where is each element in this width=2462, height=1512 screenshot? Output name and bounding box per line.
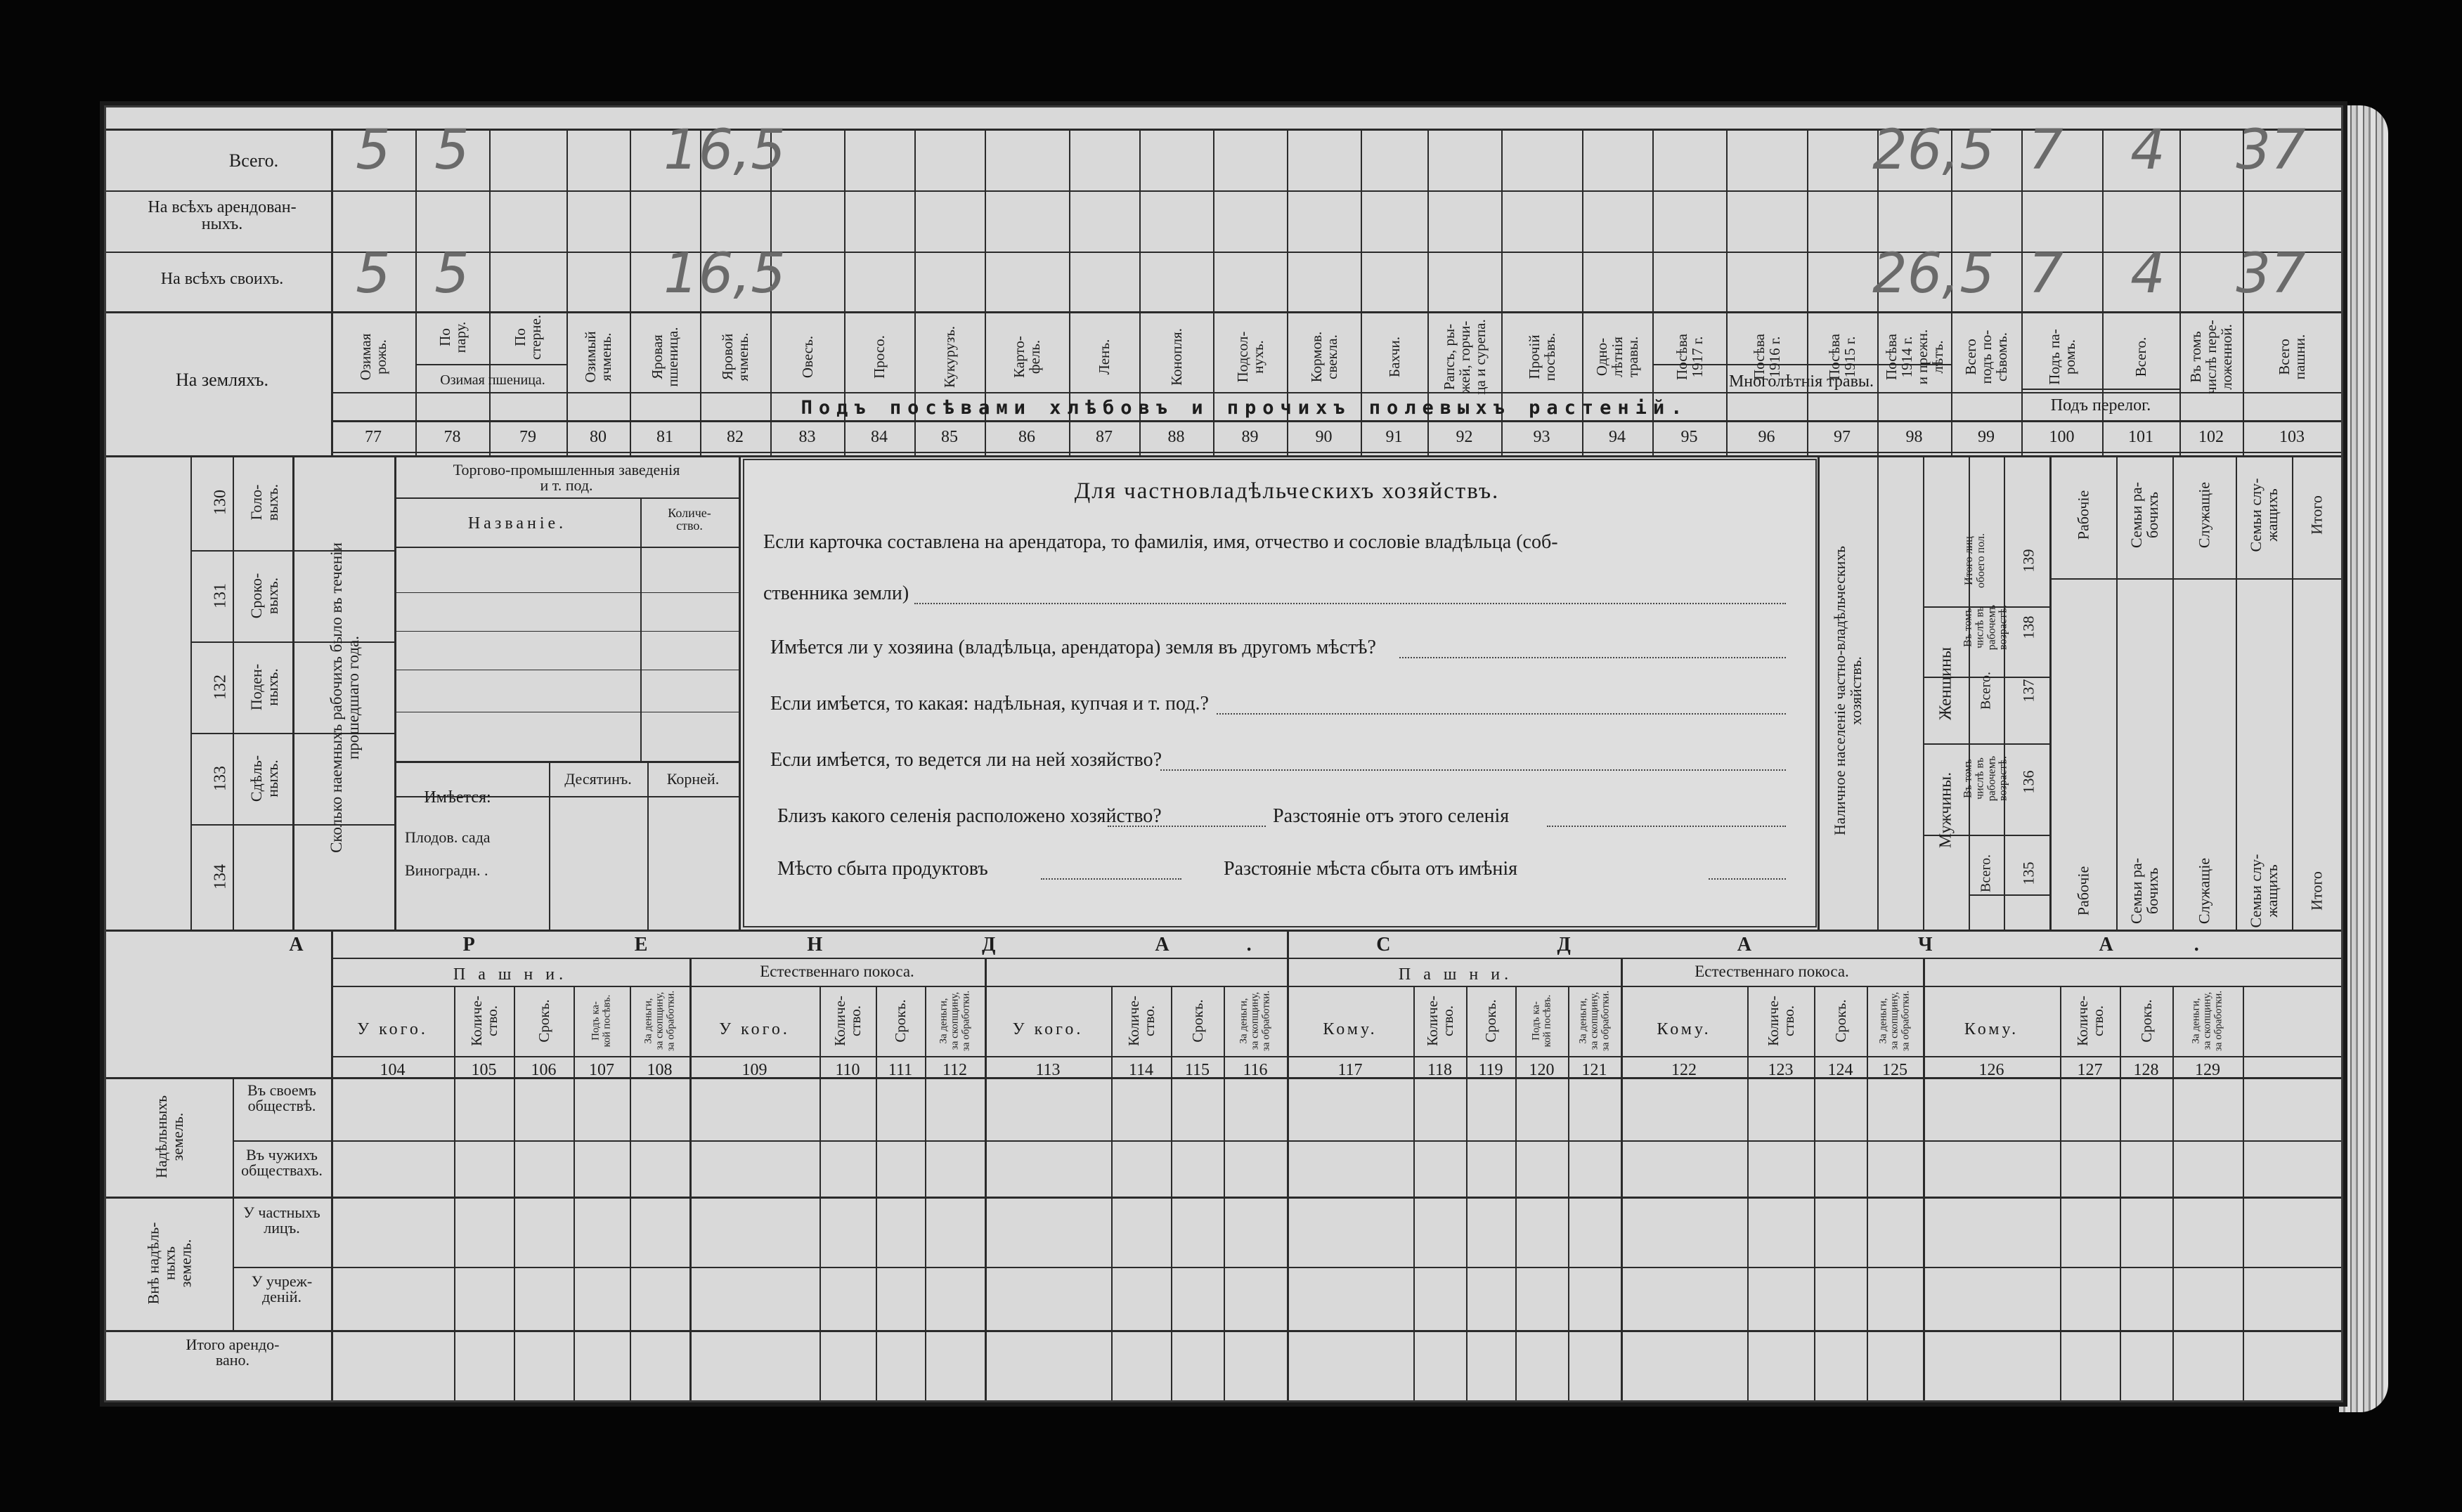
crop-column-number: 85 <box>941 428 958 446</box>
rule-line <box>2120 986 2121 1400</box>
rule-line <box>292 455 294 930</box>
sdacha-meadow-label: Естественнаго покоса. <box>1695 963 1849 980</box>
rule-line <box>190 550 394 552</box>
handwritten-value: 5 <box>356 119 391 182</box>
rule-line <box>739 455 741 930</box>
crop-column-header: По стерне. <box>511 314 544 360</box>
summary-row-label: На всѣхъ арендован- ныхъ. <box>148 198 297 233</box>
summary-row-label: На всѣхъ своихъ. <box>160 270 284 288</box>
crop-column-header: Озимый ячмень. <box>581 331 614 383</box>
crop-column-number: 100 <box>2049 428 2075 446</box>
population-number: 137 <box>2019 679 2037 703</box>
crop-column-header: По пару. <box>436 321 469 353</box>
arenda-column-number: 126 <box>1978 1061 2004 1079</box>
right-column-header: Семьи ра- бочихъ <box>2127 481 2161 549</box>
arenda-header: За деньги, за скопщину, за обработки. <box>1877 990 1911 1052</box>
private-question: Разстояніе отъ этого селенія <box>1273 805 1510 827</box>
crop-column-number: 98 <box>1905 428 1923 446</box>
rule-line <box>415 129 417 455</box>
rule-line <box>549 761 550 930</box>
arenda-header: Кому. <box>1323 1020 1378 1038</box>
arenda-header: За деньги, за скопщину, за обработки. <box>2190 990 2224 1052</box>
trade-name-column: Названіе. <box>467 514 567 533</box>
arenda-column-number: 106 <box>531 1061 557 1079</box>
rule-line <box>394 592 739 593</box>
arenda-column-number: 128 <box>2133 1061 2159 1079</box>
perennial-grasses-label: Многолѣтнія травы. <box>1728 372 1874 391</box>
crop-column-header: Яровой ячмень. <box>718 332 751 382</box>
handwritten-value: 37 <box>2236 119 2306 182</box>
rule-line <box>1515 986 1517 1400</box>
arenda-header: Подъ ка- кой посѣвъ. <box>590 994 612 1048</box>
rule-line <box>630 129 631 455</box>
livestock-label: Поден- ныхъ. <box>247 663 281 711</box>
rule-line <box>566 129 568 455</box>
rule-line <box>190 733 394 734</box>
rule-line <box>1224 986 1225 1400</box>
crop-column-number: 90 <box>1315 428 1333 446</box>
rule-line <box>1818 455 1820 930</box>
crop-column-header: Всего подъ по- сѣвомъ. <box>1962 330 2011 384</box>
arenda-column-number: 110 <box>835 1061 860 1079</box>
rule-line <box>331 958 2341 959</box>
population-title: Наличное населеніе частно-владѣльческихъ хозяйствъ. <box>1830 546 1865 835</box>
arenda-header: За деньги, за скопщину, за обработки. <box>1238 990 1271 1052</box>
rule-line <box>454 986 455 1400</box>
crop-column-header: Кормов. свекла. <box>1307 331 1340 383</box>
livestock-number: 131 <box>211 583 230 608</box>
rule-line <box>2021 389 2179 390</box>
arenda-header: Кому. <box>1657 1020 1711 1038</box>
dotted-line <box>1217 713 1786 715</box>
arenda-header: Кому. <box>1964 1020 2019 1038</box>
livestock-label: Сроко- выхъ. <box>247 573 281 619</box>
under-crops-heading: Подъ посѣвами хлѣбовъ и прочихъ полевыхъ растеній. <box>801 397 1689 419</box>
arenda-header: Количе- ство. <box>1423 996 1456 1046</box>
crop-column-number: 83 <box>798 428 816 446</box>
crop-column-header: Посѣва 1917 г. <box>1673 334 1706 380</box>
arenda-column-number: 127 <box>2077 1061 2103 1079</box>
arenda-header: У кого. <box>357 1020 428 1038</box>
row-label: У частныхъ лицъ. <box>243 1204 320 1237</box>
arenda-header: Срокъ. <box>1188 999 1206 1043</box>
population-number: 139 <box>2019 549 2037 573</box>
crop-column-number: 79 <box>519 428 536 446</box>
crop-column-header: Посѣва 1915 г. <box>1825 334 1858 380</box>
arenda-column-number: 123 <box>1768 1061 1794 1079</box>
crop-column-header: Подсол- нухъ. <box>1233 331 1266 383</box>
right-column-footer: Семьи ра- бочихъ <box>2127 857 2161 925</box>
row-label: У учреж- деній. <box>251 1272 313 1305</box>
private-question: Мѣсто сбыта продуктовъ <box>777 858 988 880</box>
arenda-header: За деньги, за скопщину, за обработки. <box>1576 990 1611 1052</box>
rule-line <box>1111 986 1113 1400</box>
rule-line <box>106 311 2341 313</box>
crop-column-header: Одно- лѣтнія травы. <box>1593 336 1642 378</box>
trade-title: Торгово-промышленныя заведенія и т. под. <box>453 461 680 494</box>
rule-line <box>331 452 2341 453</box>
crop-column-number: 93 <box>1533 428 1550 446</box>
arenda-column-number: 104 <box>380 1061 406 1079</box>
arenda-header: Количе- ство. <box>2073 996 2106 1046</box>
crop-column-header: Яровая пшеница. <box>648 327 681 387</box>
sdacha-arable-label: П а ш н и. <box>1398 965 1513 984</box>
crop-column-number: 78 <box>443 428 461 446</box>
crop-column-number: 88 <box>1167 428 1185 446</box>
men-label: Мужчины. <box>1936 771 1955 849</box>
crop-column-number: 86 <box>1018 428 1035 446</box>
nadel-rows-label: Надѣльныхъ земель. <box>152 1095 186 1178</box>
arenda-header: У кого. <box>1012 1020 1084 1038</box>
arenda-header: За деньги, за скопщину, за обработки. <box>642 990 676 1052</box>
crop-column-header: Озимая рожь. <box>356 333 389 381</box>
rule-line <box>106 190 2341 192</box>
rule-line <box>647 761 649 930</box>
dotted-line <box>1160 769 1786 771</box>
dotted-line <box>914 603 1786 604</box>
arenda-header: Срокъ. <box>2137 999 2155 1043</box>
right-column-header: Итого <box>2307 495 2326 535</box>
handwritten-value: 5 <box>434 242 469 306</box>
arenda-header: Срокъ. <box>535 999 552 1043</box>
row-label: Итого арендо- вано. <box>186 1336 280 1369</box>
crop-column-number: 94 <box>1609 428 1626 446</box>
arenda-column-number: 119 <box>1478 1061 1503 1079</box>
private-question: Близъ какого селенія расположено хозяйство? <box>777 805 1162 827</box>
arenda-column-number: 118 <box>1427 1061 1453 1079</box>
rule-line <box>2049 930 2341 932</box>
arenda-header: У кого. <box>719 1020 790 1038</box>
rule-line <box>1747 986 1749 1400</box>
handwritten-value: 26,5 <box>1872 119 1995 182</box>
rule-line <box>106 455 2341 457</box>
rule-line <box>2049 455 2052 930</box>
crop-column-number: 81 <box>656 428 673 446</box>
arenda-header: Подъ ка- кой посѣвъ. <box>1529 994 1553 1048</box>
rule-line <box>630 986 631 1400</box>
rule-line <box>190 641 394 643</box>
dessiatin-label: Десятинъ. <box>564 770 632 788</box>
rule-line <box>1287 930 1289 1400</box>
arenda-header: Срокъ. <box>1482 999 1499 1043</box>
rule-line <box>574 986 575 1400</box>
crop-column-number: 92 <box>1456 428 1473 446</box>
sdacha-title: С Д А Ч А. <box>1376 934 2280 956</box>
crop-column-number: 89 <box>1241 428 1259 446</box>
arenda-header: Количе- ство. <box>1764 996 1797 1046</box>
row-label: Въ чужихъ обществахъ. <box>241 1146 323 1179</box>
rule-line <box>331 986 2341 987</box>
arenda-header: Срокъ. <box>1832 999 1849 1043</box>
crop-column-header: Кукурузъ. <box>940 325 958 389</box>
rule-line <box>2236 455 2237 930</box>
rule-line <box>1466 986 1468 1400</box>
arenda-column-number: 111 <box>888 1061 913 1079</box>
handwritten-value: 4 <box>2130 242 2165 306</box>
livestock-label: Сдѣль- ныхъ. <box>247 755 281 802</box>
crop-column-header: Въ томъ числѣ пере- ложенной. <box>2186 320 2236 394</box>
handwritten-value: 5 <box>356 242 391 306</box>
crop-column-header: Посѣва 1916 г. <box>1750 334 1783 380</box>
rule-line <box>2060 986 2061 1400</box>
livestock-number: 133 <box>211 766 230 791</box>
winter-wheat-label: Озимая пшеница. <box>440 372 545 388</box>
rule-line <box>2004 455 2005 930</box>
rule-line <box>415 364 566 365</box>
crop-column-number: 99 <box>1978 428 1995 446</box>
vineyard-label: Виноградн. . <box>405 861 488 879</box>
private-question: Если имѣется, то какая: надѣльная, купчая и т. под.? <box>770 693 1209 715</box>
rule-line <box>1814 986 1815 1400</box>
arenda-meadow-label: Естественнаго покоса. <box>760 963 914 980</box>
right-column-footer: Рабочіе <box>2073 866 2092 916</box>
rule-line <box>640 497 642 761</box>
arenda-column-number: 112 <box>942 1061 968 1079</box>
private-question: Имѣется ли у хозяина (владѣльца, арендатора) земля въ другомъ мѣстѣ? <box>770 637 1376 658</box>
private-question: Если карточка составлена на арендатора, то фамилія, имя, отчество и сословіе владѣльца (соб- <box>763 531 1558 553</box>
hired-workers-label: Сколько наемныхъ рабочихъ было въ теченіи прошедшаго года. <box>327 542 362 853</box>
crop-column-header: Всего пашни. <box>2275 334 2308 380</box>
arenda-header: Количе- ство. <box>467 996 500 1046</box>
crop-column-header: Просо. <box>870 335 888 379</box>
arenda-column-number: 107 <box>589 1061 614 1079</box>
rule-line <box>1807 129 1808 455</box>
right-column-footer: Семьи слу- жащихъ <box>2246 854 2281 928</box>
rule-line <box>1867 986 1868 1400</box>
arenda-column-number: 116 <box>1243 1061 1268 1079</box>
handwritten-value: 7 <box>2028 242 2063 306</box>
handwritten-value: 4 <box>2130 119 2165 182</box>
crop-column-number: 91 <box>1385 428 1403 446</box>
both-sexes-label: Итого лиц обоего пол. <box>1963 533 1987 588</box>
crop-column-number: 101 <box>2128 428 2153 446</box>
rule-line <box>985 958 987 1400</box>
rule-line <box>689 958 692 1400</box>
total-label: Всего. <box>1978 854 1994 893</box>
has-label: Имѣется: <box>424 788 491 807</box>
rule-line <box>233 455 234 930</box>
livestock-number: 130 <box>211 490 230 515</box>
rule-line <box>331 930 333 1400</box>
arenda-column-number: 108 <box>647 1061 673 1079</box>
rule-line <box>1877 455 1879 930</box>
dotted-line <box>1399 657 1786 658</box>
arenda-column-number: 121 <box>1581 1061 1607 1079</box>
arenda-column-number: 129 <box>2195 1061 2220 1079</box>
rule-line <box>2172 455 2174 930</box>
rule-line <box>394 455 396 930</box>
census-card <box>104 105 2343 1402</box>
private-question: Если имѣется, то ведется ли на ней хозяйство? <box>770 749 1162 771</box>
population-number: 135 <box>2019 861 2037 885</box>
trade-qty-column: Количе- ство. <box>668 506 711 533</box>
arenda-arable-label: П а ш н и. <box>453 965 568 984</box>
workers-age-label: Въ томъ числѣ въ рабочемъ возрастѣ. <box>1962 755 2009 802</box>
rule-line <box>1621 958 1623 1400</box>
livestock-number: 132 <box>211 674 230 700</box>
orchard-label: Плодов. сада <box>405 828 491 846</box>
arenda-header: Срокъ. <box>891 999 909 1043</box>
handwritten-value: 16,5 <box>663 119 786 182</box>
arenda-column-number: 124 <box>1827 1061 1853 1079</box>
rule-line <box>331 392 2341 393</box>
crop-column-header: Подъ па- ромъ. <box>2045 329 2078 385</box>
vne-rows-label: Внѣ надѣль- ныхъ земель. <box>144 1222 195 1305</box>
livestock-label: Голо- выхъ. <box>247 483 281 521</box>
crop-column-number: 102 <box>2198 428 2224 446</box>
rule-line <box>331 1056 2341 1057</box>
dotted-line <box>1108 826 1266 827</box>
arenda-title: А Р Е Н Д А. <box>289 934 1329 956</box>
crop-column-header: Прочій посѣвъ. <box>1525 332 1558 382</box>
women-label: Женщины <box>1936 646 1955 721</box>
rule-line <box>331 420 2341 422</box>
page-edge <box>2339 105 2388 1412</box>
crop-column-header: Бахчи. <box>1385 337 1403 377</box>
arenda-column-number: 120 <box>1529 1061 1555 1079</box>
arenda-column-number: 105 <box>471 1061 497 1079</box>
crop-column-header: Конопля. <box>1167 328 1185 386</box>
arenda-header: Количе- ство. <box>1125 996 1158 1046</box>
arenda-column-number: 114 <box>1128 1061 1154 1079</box>
rule-line <box>1171 986 1172 1400</box>
crop-column-number: 77 <box>365 428 382 446</box>
summary-row-label: Всего. <box>228 150 279 171</box>
rule-line <box>190 455 192 930</box>
crop-column-header: Посѣва 1914 г. и прежн. лѣтъ. <box>1882 329 1946 385</box>
arenda-column-number: 117 <box>1337 1061 1363 1079</box>
crop-column-number: 97 <box>1834 428 1851 446</box>
private-question: ственника земли) <box>763 582 909 604</box>
rule-line <box>1923 455 1924 930</box>
rule-line <box>1413 986 1415 1400</box>
rule-line <box>489 129 491 455</box>
crop-column-number: 80 <box>590 428 607 446</box>
total-label: Всего. <box>1978 671 1994 710</box>
rule-line <box>2116 455 2118 930</box>
rule-line <box>2292 455 2293 930</box>
arenda-column-number: 115 <box>1184 1061 1210 1079</box>
crop-column-header: Овесъ. <box>798 335 816 379</box>
rule-line <box>1726 129 1728 455</box>
right-column-header: Служащіе <box>2195 481 2213 549</box>
arenda-header: За деньги, за скопщину, за обработки. <box>937 990 971 1052</box>
rule-line <box>2021 129 2023 455</box>
handwritten-value: 5 <box>434 119 469 182</box>
right-column-footer: Служащіе <box>2195 857 2213 925</box>
rule-line <box>1969 894 2049 896</box>
rule-line <box>2172 986 2174 1400</box>
livestock-number: 134 <box>211 864 230 889</box>
rule-line <box>925 986 926 1400</box>
rule-line <box>876 986 877 1400</box>
handwritten-value: 37 <box>2236 242 2306 306</box>
rule-line <box>394 761 739 763</box>
right-column-header: Семьи слу- жащихъ <box>2246 478 2281 552</box>
under-fallow-label: Подъ перелог. <box>2050 396 2151 415</box>
rule-line <box>1568 986 1569 1400</box>
land-label: На земляхъ. <box>176 370 268 390</box>
handwritten-value: 16,5 <box>663 242 786 306</box>
crop-column-header: Карто- фель. <box>1010 336 1043 378</box>
rule-line <box>2049 578 2341 580</box>
roots-label: Корней. <box>666 770 720 788</box>
dotted-line <box>1041 878 1181 880</box>
arenda-header: Количе- ство. <box>831 996 864 1046</box>
rule-line <box>394 547 739 548</box>
rule-line <box>394 497 739 499</box>
right-column-footer: Итого <box>2307 871 2326 911</box>
rule-line <box>514 986 515 1400</box>
rule-line <box>394 631 739 632</box>
crop-column-number: 96 <box>1758 428 1775 446</box>
rule-line <box>2243 986 2244 1400</box>
private-question: Разстояніе мѣста сбыта отъ имѣнія <box>1224 858 1517 880</box>
arenda-column-number: 109 <box>741 1061 767 1079</box>
dotted-line <box>1709 878 1786 880</box>
rule-line <box>1923 743 2049 745</box>
rule-line <box>819 986 821 1400</box>
handwritten-value: 7 <box>2028 119 2063 182</box>
crop-column-header: Рапсъ, ры- жей, горчи- ца и сурепа. <box>1440 319 1489 395</box>
crop-column-header: Всего. <box>2132 337 2149 377</box>
rule-line <box>190 824 394 826</box>
arenda-column-number: 122 <box>1671 1061 1697 1079</box>
crop-column-header: Ленъ. <box>1095 339 1113 375</box>
crop-column-number: 84 <box>871 428 888 446</box>
crop-column-number: 103 <box>2279 428 2305 446</box>
population-number: 136 <box>2019 770 2037 794</box>
arenda-column-number: 125 <box>1882 1061 1907 1079</box>
rule-line <box>2179 129 2181 455</box>
right-column-header: Рабочіе <box>2073 490 2092 540</box>
row-label: Въ своемъ обществѣ. <box>247 1081 316 1114</box>
crop-column-number: 87 <box>1096 428 1113 446</box>
dotted-line <box>1547 826 1786 827</box>
rule-line <box>331 129 333 455</box>
population-number: 138 <box>2019 615 2037 639</box>
crop-column-number: 95 <box>1680 428 1698 446</box>
rule-line <box>1969 455 1970 930</box>
handwritten-value: 26,5 <box>1872 242 1995 306</box>
private-title: Для частновладѣльческихъ хозяйствъ. <box>1074 478 1500 504</box>
workers-age-label: Въ томъ числѣ въ рабочемъ возрастѣ. <box>1962 604 2009 651</box>
rule-line <box>1923 958 1925 1400</box>
rule-line <box>106 930 2341 932</box>
arenda-column-number: 113 <box>1035 1061 1061 1079</box>
crop-column-number: 82 <box>727 428 744 446</box>
